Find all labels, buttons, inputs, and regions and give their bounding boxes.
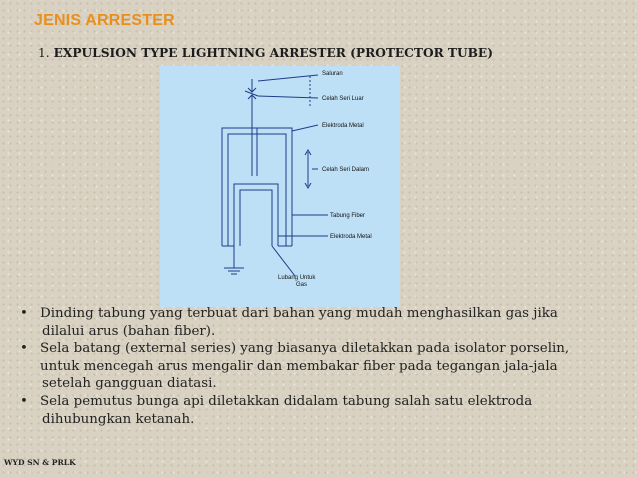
- bullet-item: [20, 340, 620, 393]
- bullet-line: Sela pemutus bunga api diletakkan didalam tabung salah satu elektroda: [40, 393, 533, 409]
- bullet-line: dilalui arus (bahan fiber).: [42, 323, 216, 339]
- label-celah-seri-luar: Celah Seri Luar: [322, 96, 364, 102]
- label-gas: Gas: [296, 282, 308, 288]
- arrester-diagram: [160, 66, 400, 307]
- leader-saluran: [258, 75, 318, 81]
- bullet-line: dihubungkan ketanah.: [42, 411, 195, 427]
- bullet-line: untuk mencegah arus mengalir dan membakar fiber pada tegangan jala-jala: [40, 358, 558, 374]
- footer-text: WYD SN & PRLK: [4, 458, 76, 467]
- subtitle: [38, 46, 493, 60]
- leader-celah-luar: [258, 96, 318, 98]
- label-tabung-fiber: Tabung Fiber: [330, 213, 366, 219]
- bullet-list: [20, 305, 620, 428]
- bullet-line: setelah gangguan diatasi.: [42, 376, 217, 392]
- bullet-item: [20, 393, 620, 428]
- bullet-symbol: •: [20, 393, 28, 409]
- bullet-line: Sela batang (external series) yang biasanya diletakkan pada isolator porselin,: [40, 341, 570, 357]
- bullet-symbol: •: [20, 341, 28, 357]
- leader-elektroda-top: [292, 125, 318, 131]
- label-elektroda-metal-top: Elektroda Metal: [322, 123, 364, 129]
- label-saluran: Saluran: [322, 71, 343, 77]
- bullet-symbol: •: [20, 306, 28, 321]
- bullet-item: [20, 305, 620, 340]
- arrester-diagram-svg: [160, 66, 400, 307]
- label-elektroda-metal-bottom: Elektroda Metal: [330, 234, 372, 240]
- subtitle-number: 1.: [38, 46, 50, 60]
- bullet-line: Dinding tabung yang terbuat dari bahan yang mudah menghasilkan gas jika: [40, 306, 558, 321]
- label-celah-seri-dalam: Celah Seri Dalam: [322, 167, 370, 173]
- label-lubang-untuk: Lubang Untuk: [278, 275, 316, 281]
- bottom-electrode: [234, 184, 278, 246]
- subtitle-text: EXPULSION TYPE LIGHTNING ARRESTER (PROTECTOR TUBE): [53, 46, 493, 60]
- slide-title: JENIS ARRESTER: [34, 12, 175, 29]
